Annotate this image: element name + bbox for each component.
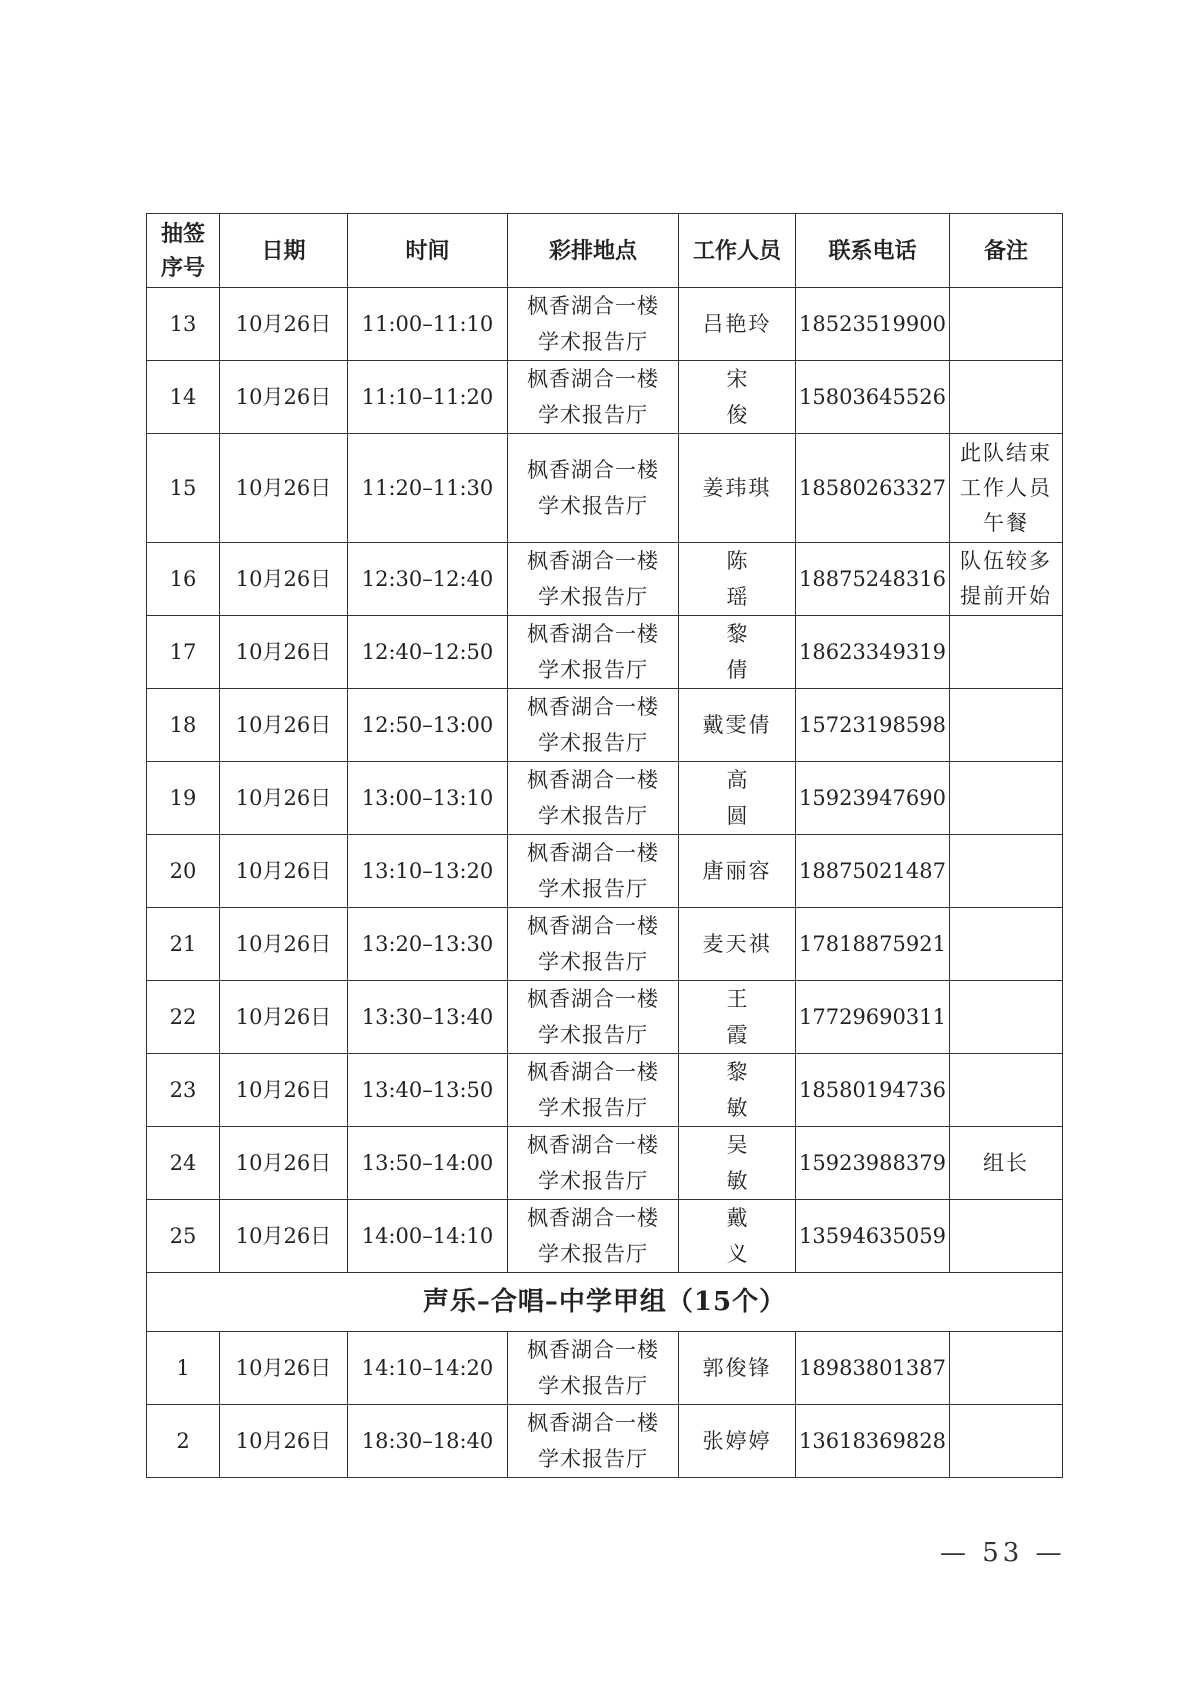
location-line2: 学术报告厅 [538,1242,648,1266]
remark-line: 工作人员 [960,475,1052,500]
location-line1: 枫香湖合一楼 [527,987,659,1011]
cell-location [508,1332,679,1405]
cell-time: 11:10–11:20 [348,361,508,434]
cell-time: 12:30–12:40 [348,543,508,616]
cell-phone: 15923988379 [796,1127,950,1200]
cell-remark [950,543,1063,616]
cell-no: 19 [147,762,220,835]
header-row [147,214,1063,288]
cell-location [508,1200,679,1273]
location-line1: 枫香湖合一楼 [527,1411,659,1435]
cell-date: 10月26日 [220,689,348,762]
cell-no: 1 [147,1332,220,1405]
header-date: 日期 [220,214,348,288]
table-row [147,1200,1063,1273]
cell-date: 10月26日 [220,434,348,543]
cell-remark [950,434,1063,543]
cell-phone: 18523519900 [796,288,950,361]
cell-no: 21 [147,908,220,981]
header-phone: 联系电话 [796,214,950,288]
table-row [147,689,1063,762]
header-no-line2: 序号 [160,254,205,281]
location-line1: 枫香湖合一楼 [527,294,659,318]
location-line1: 枫香湖合一楼 [527,768,659,792]
cell-no: 2 [147,1405,220,1478]
location-line2: 学术报告厅 [538,585,648,609]
cell-staff: 吕艳玲 [679,288,796,361]
cell-remark [950,1405,1063,1478]
cell-phone: 17729690311 [796,981,950,1054]
location-line1: 枫香湖合一楼 [527,458,659,482]
cell-date: 10月26日 [220,288,348,361]
cell-location [508,1127,679,1200]
location-line1: 枫香湖合一楼 [527,367,659,391]
location-line1: 枫香湖合一楼 [527,695,659,719]
cell-no: 25 [147,1200,220,1273]
cell-date: 10月26日 [220,1405,348,1478]
location-line2: 学术报告厅 [538,950,648,974]
page-number: — 53 — [940,1538,1066,1568]
location-line1: 枫香湖合一楼 [527,549,659,573]
cell-date: 10月26日 [220,1127,348,1200]
cell-time: 12:50–13:00 [348,689,508,762]
cell-no: 23 [147,1054,220,1127]
cell-no: 17 [147,616,220,689]
cell-no: 15 [147,434,220,543]
cell-time: 11:00–11:10 [348,288,508,361]
cell-no: 24 [147,1127,220,1200]
cell-date: 10月26日 [220,835,348,908]
table-row [147,434,1063,543]
cell-staff: 吴敏 [679,1127,796,1200]
cell-time: 14:10–14:20 [348,1332,508,1405]
cell-remark [950,835,1063,908]
location-line2: 学术报告厅 [538,1374,648,1398]
table-row [147,288,1063,361]
cell-time: 13:20–13:30 [348,908,508,981]
cell-date: 10月26日 [220,1200,348,1273]
cell-remark [950,1127,1063,1200]
location-line2: 学术报告厅 [538,494,648,518]
cell-remark [950,616,1063,689]
schedule-body-b [147,1332,1063,1478]
cell-date: 10月26日 [220,908,348,981]
cell-staff: 唐丽容 [679,835,796,908]
cell-phone: 18875248316 [796,543,950,616]
cell-time: 13:50–14:00 [348,1127,508,1200]
cell-date: 10月26日 [220,543,348,616]
cell-remark [950,762,1063,835]
location-line1: 枫香湖合一楼 [527,1206,659,1230]
cell-location [508,288,679,361]
cell-staff: 陈瑶 [679,543,796,616]
cell-location [508,981,679,1054]
cell-remark [950,689,1063,762]
cell-remark [950,981,1063,1054]
location-line2: 学术报告厅 [538,658,648,682]
section-row [147,1273,1063,1332]
location-line2: 学术报告厅 [538,804,648,828]
table-row [147,616,1063,689]
remark-line: 提前开始 [960,584,1052,608]
cell-no: 16 [147,543,220,616]
header-location: 彩排地点 [508,214,679,288]
table-row [147,361,1063,434]
cell-date: 10月26日 [220,616,348,689]
cell-time: 18:30–18:40 [348,1405,508,1478]
location-line2: 学术报告厅 [538,330,648,354]
cell-staff: 张婷婷 [679,1405,796,1478]
remark-line: 队伍较多 [960,549,1052,573]
remark-line: 此队结束 [960,440,1052,465]
cell-location [508,762,679,835]
cell-staff: 高圆 [679,762,796,835]
location-line1: 枫香湖合一楼 [527,622,659,646]
cell-location [508,908,679,981]
cell-staff: 黎倩 [679,616,796,689]
location-line2: 学术报告厅 [538,403,648,427]
location-line2: 学术报告厅 [538,1447,648,1471]
table-row [147,1405,1063,1478]
cell-location [508,1054,679,1127]
cell-remark [950,1054,1063,1127]
cell-location [508,835,679,908]
cell-time: 13:40–13:50 [348,1054,508,1127]
cell-location [508,1405,679,1478]
cell-no: 22 [147,981,220,1054]
cell-location [508,543,679,616]
header-no-line1: 抽签 [160,220,205,247]
cell-time: 11:20–11:30 [348,434,508,543]
header-time: 时间 [348,214,508,288]
schedule-body-a [147,288,1063,1273]
table-row [147,1332,1063,1405]
cell-phone: 18983801387 [796,1332,950,1405]
location-line2: 学术报告厅 [538,1096,648,1120]
remark-line: 组长 [983,1150,1029,1175]
table-row [147,762,1063,835]
cell-date: 10月26日 [220,1054,348,1127]
cell-time: 12:40–12:50 [348,616,508,689]
cell-phone: 15803645526 [796,361,950,434]
cell-remark [950,361,1063,434]
cell-staff: 黎敏 [679,1054,796,1127]
cell-staff: 戴雯倩 [679,689,796,762]
cell-location [508,434,679,543]
cell-time: 13:10–13:20 [348,835,508,908]
table-row [147,835,1063,908]
cell-remark [950,1332,1063,1405]
location-line2: 学术报告厅 [538,877,648,901]
location-line1: 枫香湖合一楼 [527,1133,659,1157]
cell-phone: 18580194736 [796,1054,950,1127]
cell-phone: 13594635059 [796,1200,950,1273]
cell-staff: 戴义 [679,1200,796,1273]
cell-location [508,689,679,762]
cell-date: 10月26日 [220,762,348,835]
header-staff: 工作人员 [679,214,796,288]
section-body [147,1273,1063,1332]
cell-time: 13:30–13:40 [348,981,508,1054]
location-line1: 枫香湖合一楼 [527,841,659,865]
cell-staff: 宋俊 [679,361,796,434]
cell-staff: 姜玮琪 [679,434,796,543]
cell-remark [950,908,1063,981]
location-line2: 学术报告厅 [538,731,648,755]
cell-staff: 麦天祺 [679,908,796,981]
location-line1: 枫香湖合一楼 [527,1338,659,1362]
cell-date: 10月26日 [220,361,348,434]
cell-remark [950,288,1063,361]
cell-phone: 13618369828 [796,1405,950,1478]
location-line2: 学术报告厅 [538,1023,648,1047]
header-remark: 备注 [950,214,1063,288]
header-no [147,214,220,288]
cell-phone: 18875021487 [796,835,950,908]
remark-line: 午餐 [983,510,1029,535]
table-row [147,1127,1063,1200]
cell-staff: 王霞 [679,981,796,1054]
cell-remark [950,1200,1063,1273]
location-line1: 枫香湖合一楼 [527,1060,659,1084]
cell-phone: 15723198598 [796,689,950,762]
cell-location [508,616,679,689]
table-row [147,1054,1063,1127]
cell-staff: 郭俊锋 [679,1332,796,1405]
table-row [147,908,1063,981]
location-line1: 枫香湖合一楼 [527,914,659,938]
cell-time: 13:00–13:10 [348,762,508,835]
cell-phone: 17818875921 [796,908,950,981]
cell-date: 10月26日 [220,1332,348,1405]
cell-date: 10月26日 [220,981,348,1054]
location-line2: 学术报告厅 [538,1169,648,1193]
cell-no: 13 [147,288,220,361]
cell-phone: 15923947690 [796,762,950,835]
cell-phone: 18580263327 [796,434,950,543]
cell-phone: 18623349319 [796,616,950,689]
cell-location [508,361,679,434]
section-title: 声乐–合唱–中学甲组（15个） [147,1273,1063,1332]
table-row [147,981,1063,1054]
cell-no: 20 [147,835,220,908]
rehearsal-schedule-table [146,213,1063,1478]
cell-time: 14:00–14:10 [348,1200,508,1273]
cell-no: 14 [147,361,220,434]
table-row [147,543,1063,616]
cell-no: 18 [147,689,220,762]
